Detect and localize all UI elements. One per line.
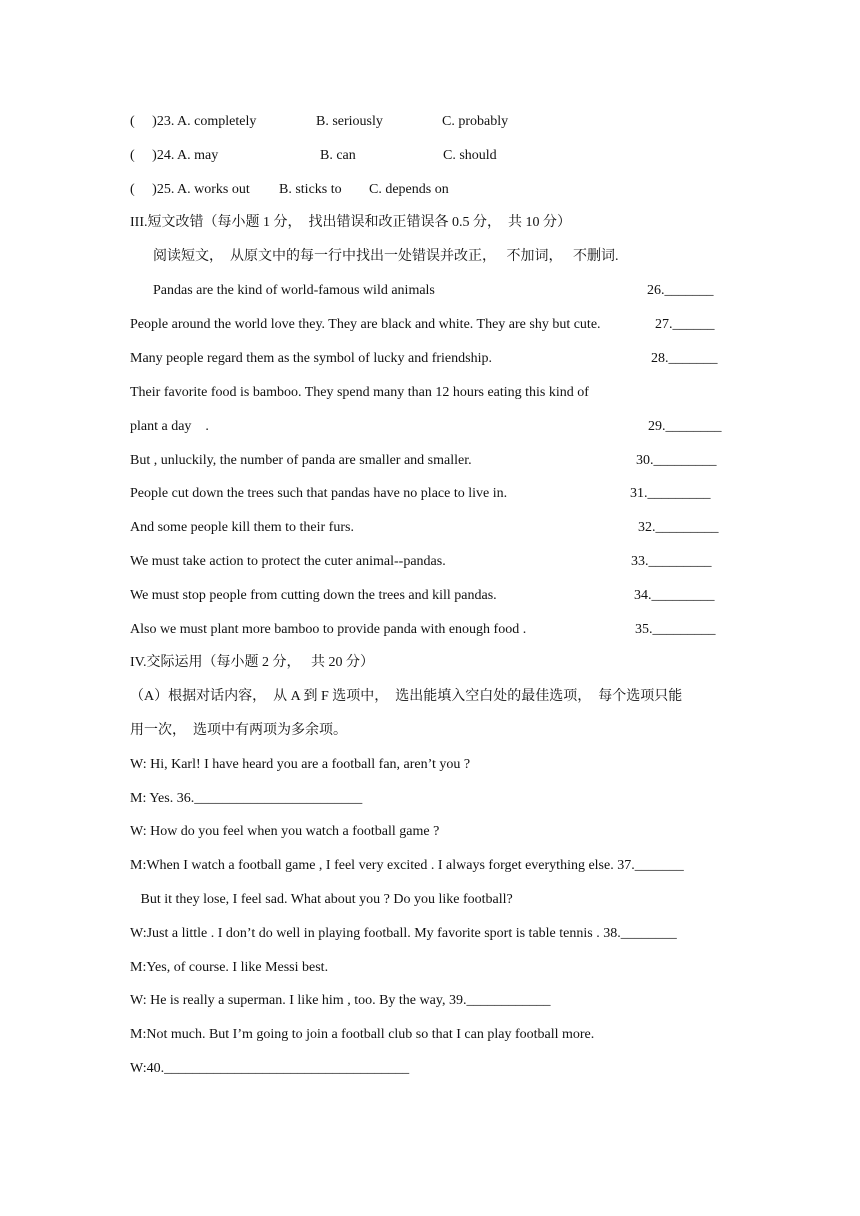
passage-line: plant a day .	[130, 419, 209, 434]
answer-blank-29: 29.________	[648, 419, 722, 434]
passage-line: We must stop people from cutting down the trees and kill pandas.	[130, 588, 497, 603]
mc-25-question: ( )25. A. works out	[130, 182, 250, 197]
answer-blank-33: 33._________	[631, 554, 712, 569]
passage-line: People around the world love they. They are black and white. They are shy but cute.	[130, 317, 601, 332]
mc-24-option-c: C. should	[443, 148, 497, 163]
section-3-title: III.短文改错（每小题 1 分， 找出错误和改正错误各 0.5 分， 共 10 分）	[130, 215, 571, 230]
passage-line: Also we must plant more bamboo to provide panda with enough food .	[130, 622, 527, 637]
passage-line: Their favorite food is bamboo. They spend many than 12 hours eating this kind of	[130, 385, 589, 400]
mc-23-option-b: B. seriously	[316, 114, 383, 129]
answer-blank-34: 34._________	[634, 588, 715, 603]
section-4-title: IV.交际运用（每小题 2 分， 共 20 分）	[130, 655, 374, 670]
mc-25-option-b: B. sticks to	[279, 182, 342, 197]
answer-blank-26: 26._______	[647, 283, 714, 298]
section-3-instruction: 阅读短文， 从原文中的每一行中找出一处错误并改正， 不加词， 不删词.	[153, 249, 619, 264]
answer-blank-31: 31._________	[630, 486, 711, 501]
passage-line: People cut down the trees such that pandas have no place to live in.	[130, 486, 508, 501]
passage-line: Pandas are the kind of world-famous wild animals	[153, 283, 435, 298]
answer-blank-32: 32._________	[638, 520, 719, 535]
dialogue-line: W:Just a little . I don’t do well in playing football. My favorite sport is table tennis . 38.________	[130, 926, 677, 941]
dialogue-line: W:40.___________________________________	[130, 1061, 410, 1076]
dialogue-line: W: He is really a superman. I like him , too. By the way, 39.____________	[130, 993, 551, 1008]
dialogue-line: M:Not much. But I’m going to join a football club so that I can play football more.	[130, 1027, 595, 1042]
mc-23-question: ( )23. A. completely	[130, 114, 257, 129]
passage-line: And some people kill them to their furs.	[130, 520, 354, 535]
answer-blank-27: 27.______	[655, 317, 715, 332]
dialogue-line: W: How do you feel when you watch a football game ?	[130, 824, 440, 839]
passage-line: But , unluckily, the number of panda are smaller and smaller.	[130, 453, 472, 468]
mc-23-option-c: C. probably	[442, 114, 509, 129]
mc-25-option-c: C. depends on	[369, 182, 449, 197]
passage-line: We must take action to protect the cuter animal--pandas.	[130, 554, 446, 569]
passage-line: Many people regard them as the symbol of lucky and friendship.	[130, 351, 492, 366]
answer-blank-35: 35._________	[635, 622, 716, 637]
dialogue-line: But it they lose, I feel sad. What about you ? Do you like football?	[130, 892, 513, 907]
mc-24-option-b: B. can	[320, 148, 356, 163]
dialogue-line: M:Yes, of course. I like Messi best.	[130, 960, 329, 975]
answer-blank-28: 28._______	[651, 351, 718, 366]
mc-24-question: ( )24. A. may	[130, 148, 219, 163]
section-4-instruction: （A）根据对话内容， 从 A 到 F 选项中， 选出能填入空白处的最佳选项， 每个选项只能	[130, 689, 683, 704]
answer-blank-30: 30._________	[636, 453, 717, 468]
dialogue-line: M: Yes. 36.________________________	[130, 791, 363, 806]
dialogue-line: M:When I watch a football game , I feel very excited . I always forget everything else. 37._______	[130, 858, 684, 873]
dialogue-line: W: Hi, Karl! I have heard you are a football fan, aren’t you ?	[130, 757, 471, 772]
section-4-instruction-cont: 用一次， 选项中有两项为多余项。	[130, 723, 347, 738]
